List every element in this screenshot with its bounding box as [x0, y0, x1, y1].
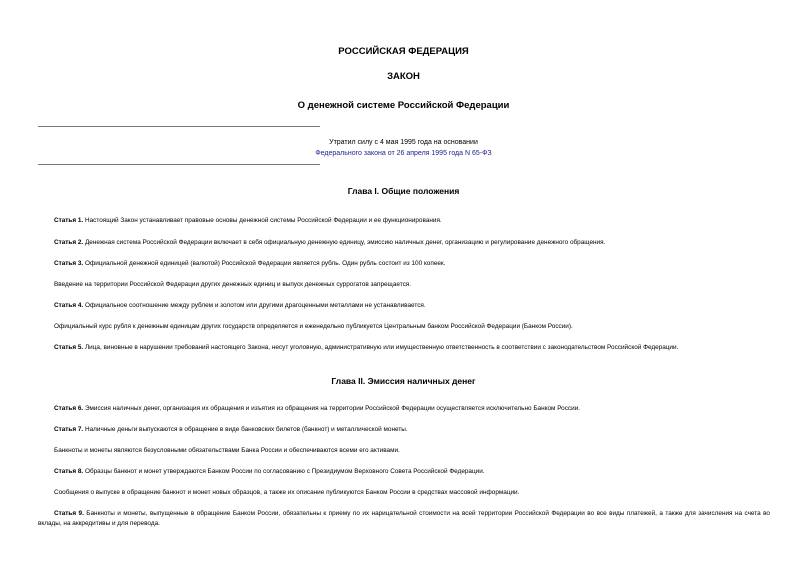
article-9: [38, 509, 770, 529]
article-6: [38, 404, 770, 414]
article-text: Наличные деньги выпускаются в обращение в виде банковских билетов (банкнот) и металлической монеты.: [83, 426, 408, 433]
article-label: Статья 9.: [54, 510, 84, 517]
article-label: Статья 5.: [54, 344, 84, 351]
article-4: [38, 301, 770, 311]
article-text: Банкноты и монеты, выпущенные в обращение Банком России, обязательны к приему по их нарицательной стоимости на всей территории Российской Федерации во все виды платежей, а также для зачисления на счета во вклады, на аккредитивы и для перевода.: [38, 510, 770, 527]
article-text: Введение на территории Российской Федерации других денежных единиц и выпуск денежных суррогатов запрещается.: [54, 281, 411, 288]
document-type: ЗАКОН: [387, 71, 420, 82]
article-label: Статья 3.: [54, 260, 84, 267]
document-title: О денежной системе Российской Федерации: [297, 100, 510, 111]
article-2: [38, 238, 770, 248]
article-3-paragraph-2: [38, 280, 770, 290]
article-text: Настоящий Закон устанавливает правовые основы денежной системы Российской Федерации и ее функционирования.: [83, 217, 442, 224]
divider-bottom: [38, 164, 320, 165]
article-8: [38, 467, 770, 477]
article-text: Официальной денежной единицей (валютой) Российской Федерации является рубль. Один рубль состоит из 100 копеек.: [83, 260, 446, 267]
article-text: Лица, виновные в нарушении требований настоящего Закона, несут уголовную, административную или имущественную ответственность в соответствии с законодательством Российской Федерации.: [83, 344, 679, 351]
article-label: Статья 1.: [54, 217, 84, 224]
article-label: Статья 8.: [54, 468, 84, 475]
article-text: Образцы банкнот и монет утверждаются Банком России по согласованию с Президиумом Верховного Совета Российской Федерации.: [83, 468, 485, 475]
chapter-1-title: Глава I. Общие положения: [347, 186, 460, 196]
article-label: Статья 6.: [54, 405, 84, 412]
article-label: Статья 4.: [54, 302, 84, 309]
article-text: Денежная система Российской Федерации включает в себя официальную денежную единицу, эмиссию наличных денег, организацию и регулирование денежного обращения.: [83, 239, 606, 246]
article-1: [38, 216, 770, 226]
document-header-federation: РОССИЙСКАЯ ФЕДЕРАЦИЯ: [338, 46, 469, 57]
article-text: Сообщения о выпуске в обращение банкнот и монет новых образцов, а также их описание публикуются Банком России в средствах массовой информации.: [54, 489, 520, 496]
divider-top: [38, 126, 320, 127]
article-label: Статья 7.: [54, 426, 84, 433]
status-note-link[interactable]: Федерального закона от 26 апреля 1995 года N 65-ФЗ: [315, 150, 492, 157]
article-text: Эмиссия наличных денег, организация их обращения и изъятия из обращения на территории Российской Федерации осуществляется исключительно Банком России.: [83, 405, 581, 412]
article-8-paragraph-2: [38, 488, 770, 498]
article-text: Банкноты и монеты являются безусловными обязательствами Банка России и обеспечиваются всеми его активами.: [54, 447, 400, 454]
article-3: [38, 259, 770, 269]
article-text: Официальное соотношение между рублем и золотом или другими драгоценными металлами не устанавливается.: [83, 302, 426, 309]
article-5: [38, 343, 770, 353]
article-7-paragraph-2: [38, 446, 770, 456]
status-note: Утратил силу с 4 мая 1995 года на основании: [329, 139, 478, 146]
chapter-2-title: Глава II. Эмиссия наличных денег: [331, 376, 476, 386]
article-4-paragraph-2: [38, 322, 770, 332]
article-text: Официальный курс рубля к денежным единицам других государств определяется и еженедельно публикуется Центральным банком Российской Федерации (Банком России).: [54, 323, 573, 330]
article-label: Статья 2.: [54, 239, 84, 246]
article-7: [38, 425, 770, 435]
